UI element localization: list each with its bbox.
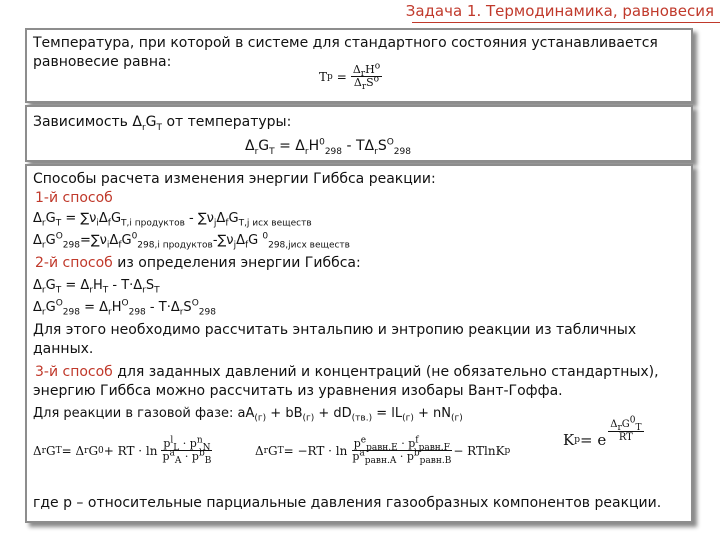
method2-formula-2: $\Delta_rG^O_{298} = \Delta_rH^O_{298} - T\cdot\Delta_rS^O_{298}$ [33, 298, 216, 318]
box2-heading: Зависимость $\Delta_rG_T$ от температуры: [33, 114, 292, 133]
gas-reaction-line: Для реакции в газовой фазе: $aA_{(г)} + bB_{(г)} + dD_{(тв.)} = lL_{(г)} + nN_{(г)}$ [33, 406, 463, 424]
method1-label: 1-й способ [35, 190, 113, 206]
page-title: Задача 1. Термодинамика, равновесия [405, 2, 714, 20]
box1-text-line1: Температура, при которой в системе для стандартного состояния устанавливается [33, 35, 658, 51]
method2-note-line2: данных. [33, 341, 94, 357]
footnote: где p – относительные парциальные давления газообразных компонентов реакции. [33, 495, 662, 511]
temperature-dependence-box [25, 105, 693, 162]
methods-intro: Способы расчета изменения энергии Гиббса реакции: [33, 171, 436, 187]
method3-heading: 3-й способ для заданных давлений и концентраций (не обязательно стандартных), [35, 364, 659, 380]
equilibrium-temperature-formula: T p = $\frac{\Delta_rH^o}{\Delta_rS^o}$ [319, 61, 381, 93]
equilibrium-constant-equation: K p = e $\frac{\Delta_rG^0_T}{RT}$ [563, 415, 642, 449]
box1-text-line2: равновесие равна: [33, 54, 172, 70]
method2-heading: 2-й способ из определения энергии Гиббса: [35, 255, 361, 271]
method3-line2: энергию Гиббса можно рассчитать из уравнения изобары Вант-Гоффа. [33, 383, 563, 399]
title-underline [412, 22, 720, 23]
gibbs-methods-box [25, 164, 693, 523]
method2-formula-1: $\Delta_rG_T = \Delta_rH_T - T\cdot\Delta_rS_T$ [33, 278, 160, 296]
method2-note-line1: Для этого необходимо рассчитать энтальпию и энтропию реакции из табличных [33, 322, 637, 338]
method3-label: 3-й способ [35, 364, 113, 380]
method1-formula-1: $\Delta_rG_T = \sum\nu_i\Delta_fG_{T,i продуктов} - \sum\nu_j\Delta_fG_{T,j исх веществ}$ [33, 211, 312, 229]
vant-hoff-equation-2: Δ r G T = −RT · ln $\frac{p^e_{равн.E} \cdot p^f_{равн.F}}{p^a_{равн.A} \cdot p^b_{равн.B}}$ − RTlnK p [255, 435, 511, 467]
gibbs-temperature-formula: $\Delta_rG_T = \Delta_rH^0_{298} - T\Delta_rS^O_{298}$ [245, 137, 411, 157]
method1-formula-2: $\Delta_rG^O_{298}=\sum\nu_i\Delta_fG^0_{298,i продуктов}-\sum\nu_j\Delta_fG$ $^0_{298,jисх веществ}$ [33, 231, 350, 251]
method2-label: 2-й способ [35, 255, 113, 271]
equilibrium-temperature-box [25, 28, 693, 103]
vant-hoff-equation-1: Δ r G T = Δ r G 0 + RT · ln $\frac{p^l_L \cdot p^n_N}{p^a_A \cdot p^b_B}$ [33, 435, 212, 467]
